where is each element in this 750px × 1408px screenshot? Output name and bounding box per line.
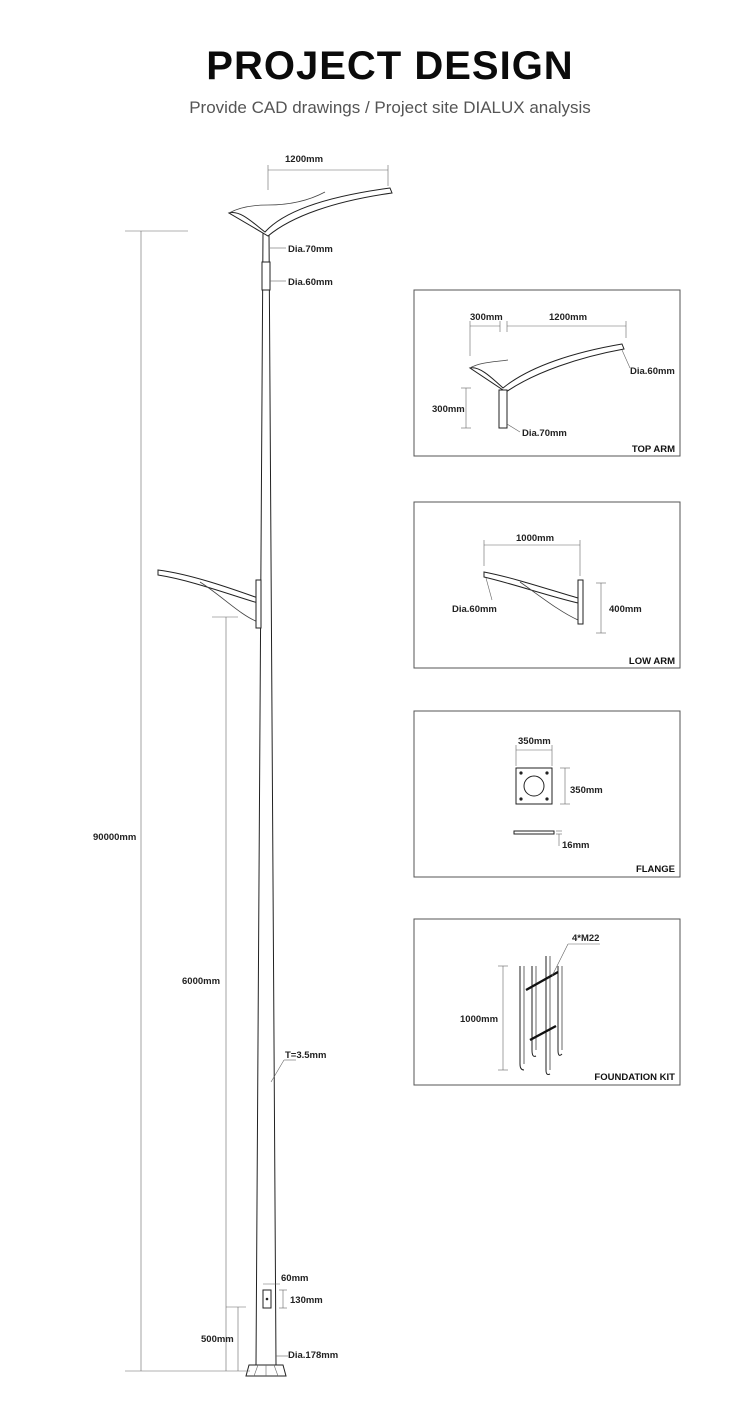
foundation-height-dim: 1000mm [460,1014,499,1025]
foundation-caption: FOUNDATION KIT [594,1072,675,1083]
bolt-spec-label: 4*M22 [572,933,600,944]
base-dia-label: Dia.178mm [288,1350,339,1361]
top-arm-left-dim: 300mm [470,312,503,323]
low-arm-span-dim: 1000mm [516,533,555,544]
low-arm-caption: LOW ARM [628,656,675,667]
top-arm-vertical-dim: 300mm [432,404,465,415]
flange-caption: FLANGE [635,864,675,875]
total-height-label: 90000mm [93,832,137,843]
low-arm-dia: Dia.60mm [452,604,497,615]
low-arm-bracket [256,580,261,628]
top-arm-span-dim: 1200mm [549,312,588,323]
flange-width-dim: 350mm [518,736,551,747]
panel-foundation-kit [414,919,680,1085]
door-height-label: 130mm [290,1295,323,1306]
top-arm-tip-dia: Dia.60mm [630,366,675,377]
page-subtitle: Provide CAD drawings / Project site DIALUX analysis [189,98,591,117]
top-arm-caption: TOP ARM [631,444,675,455]
top-arm-curve [229,188,392,236]
top-pole-dia-label: Dia.60mm [288,277,333,288]
flange-height-dim: 350mm [570,785,603,796]
flange-hole [524,776,544,796]
top-arm-bottom-dia: Dia.70mm [522,428,567,439]
door-elevation-label: 500mm [201,1334,234,1345]
top-arm-dia-label: Dia.70mm [288,244,333,255]
low-arm-curve [158,570,258,603]
panel-low-arm [414,502,680,668]
top-arm-span-label: 1200mm [285,154,324,165]
flange-thickness-dim: 16mm [562,840,590,851]
pole-joint [262,262,270,290]
pole-shaft [256,232,276,1365]
door-width-label: 60mm [281,1273,309,1284]
flange-side-view [514,831,554,834]
thickness-label: T=3.5mm [285,1050,327,1061]
panel-low-arm-frame [414,502,680,668]
top-arm-sleeve [499,390,507,428]
main-pole-drawing [93,154,392,1376]
low-arm-plate [578,580,583,624]
panel-top-arm [414,290,680,456]
page-title: PROJECT DESIGN [206,44,574,88]
low-arm-vertical-dim: 400mm [609,604,642,615]
low-arm-height-label: 6000mm [182,976,221,987]
panel-flange [414,711,680,877]
